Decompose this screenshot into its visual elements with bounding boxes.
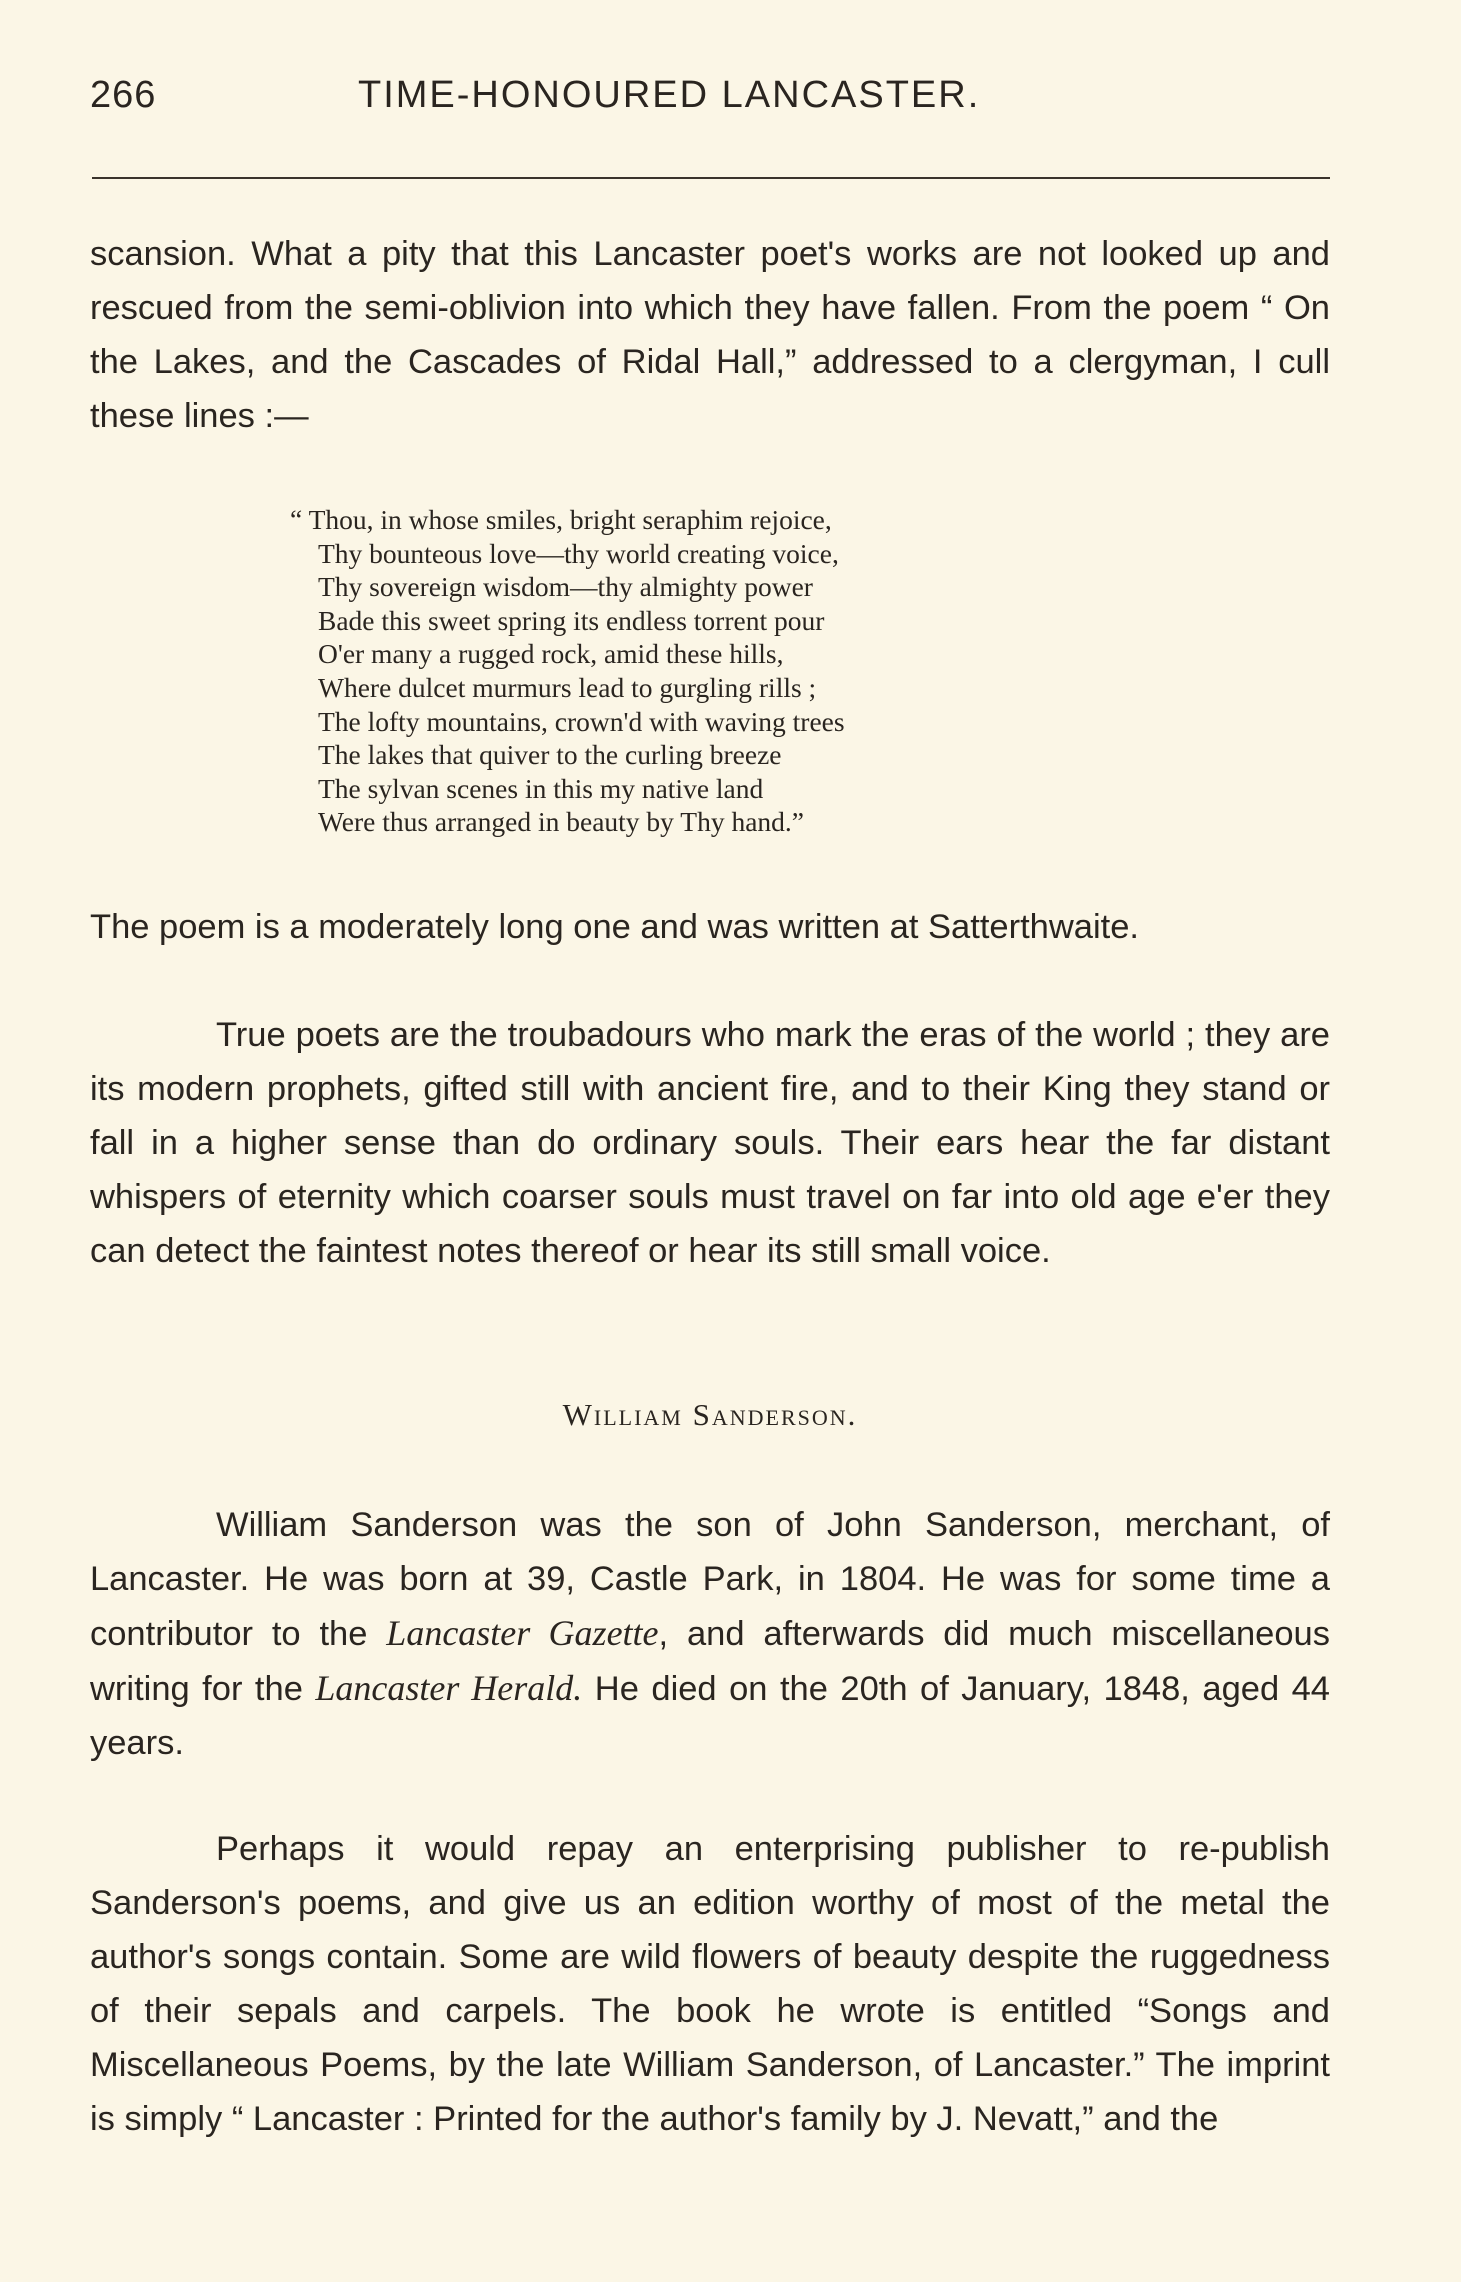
poem-line: Where dulcet murmurs lead to gurgling rills ; [318, 671, 817, 703]
bio-text-b: , and afterwards did much miscellaneous writing for the [90, 1615, 1330, 1708]
poem-line: The sylvan scenes in this my native land [318, 772, 764, 804]
poem-line: Bade this sweet spring its endless torrent pour [318, 604, 825, 636]
page-header [90, 74, 1330, 124]
paragraph-scansion: scansion. What a pity that this Lancaster poet's works are not looked up and rescued from the semi-oblivion into which they have fallen. From the poem “ On the Lakes, and the Cascades of Ridal Hall,” addressed to a clergyman, I cull these lines :— [90, 235, 1330, 435]
paragraph-poem-note: The poem is a moderately long one and was written at Satterthwaite. [90, 908, 1139, 946]
bio-text-c: He died on the 20th of January, 1848, aged 44 years. [90, 1670, 1330, 1762]
page-number: 266 [90, 74, 157, 116]
poem-line: Thy bounteous love—thy world creating voice, [318, 537, 839, 569]
paragraph-sanderson-bio [90, 1498, 1330, 1770]
poem-quote [290, 503, 845, 839]
poem-line: The lakes that quiver to the curling breeze [318, 739, 782, 771]
lancaster-gazette-title: Lancaster Gazette [386, 1613, 659, 1653]
book-page [90, 0, 1330, 2282]
paragraph-republish: Perhaps it would repay an enterprising publisher to re-publish Sanderson's poems, and give us an edition worthy of most of the metal the author's songs contain. Some are wild flowers of beauty despite the ruggedness of their sepals and carpels. The book he wrote is entitled “Songs and Miscellaneous Poems, by the late William Sanderson, of Lancaster.” The imprint is simply “ Lancaster : Printed for the author's family by J. Nevatt,” and the [90, 1830, 1330, 2138]
section-heading: William Sanderson. [562, 1397, 858, 1432]
header-rule [92, 177, 1330, 179]
poem-line: “ Thou, in whose smiles, bright seraphim rejoice, [290, 504, 832, 535]
paragraph-true-poets: True poets are the troubadours who mark the eras of the world ; they are its modern prophets, gifted still with ancient fire, and to their King they stand or fall in a higher sense than do ordinary souls. Their ears hear the far distant whispers of eternity which coarser souls must travel on far into old age e'er they can detect the faintest notes thereof or hear its still small voice. [90, 1016, 1330, 1270]
bio-text-a: William Sanderson was the son of John Sanderson, merchant, of Lancaster. He was born at 39, Castle Park, in 1804. He was for some time a contributor to the [90, 1506, 1330, 1653]
poem-line: The lofty mountains, crown'd with waving trees [318, 705, 845, 737]
running-title: TIME-HONOURED LANCASTER. [358, 74, 981, 116]
poem-line: Thy sovereign wisdom—thy almighty power [318, 571, 813, 603]
lancaster-herald-title: Lancaster Herald. [315, 1668, 583, 1708]
poem-line: O'er many a rugged rock, amid these hills, [318, 638, 784, 670]
poem-line: Were thus arranged in beauty by Thy hand.” [318, 806, 805, 838]
